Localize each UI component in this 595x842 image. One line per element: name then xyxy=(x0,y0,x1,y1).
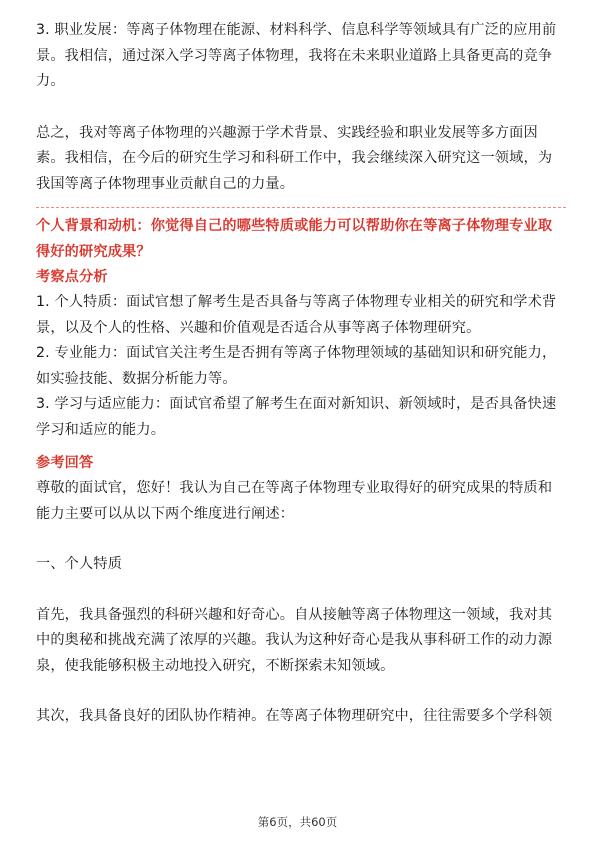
text-line: 景，以及个人的性格、兴趣和价值观是否适合从事等离子体物理研究。 xyxy=(36,319,481,336)
text-line: 学习和适应的能力。 xyxy=(36,421,166,438)
section-divider xyxy=(36,207,566,208)
text-line: 3. 职业发展：等离子体物理在能源、材料科学、信息科学等领域具有广泛的应用前 xyxy=(36,22,557,38)
text-line: 总之，我对等离子体物理的兴趣源于学术背景、实践经验和职业发展等多方面因 xyxy=(36,124,538,141)
text-line: 泉，使我能够积极主动地投入研究，不断探索未知领域。 xyxy=(36,657,395,674)
answer-second-paragraph xyxy=(36,704,566,730)
analysis-list xyxy=(36,290,566,443)
career-development-paragraph xyxy=(36,18,566,95)
text-line: 首先，我具备强烈的科研兴趣和好奇心。自从接触等离子体物理这一领域，我对其 xyxy=(36,606,553,623)
page-number: 第6页，共60页 xyxy=(257,815,338,829)
text-line: 其次，我具备良好的团队协作精神。在等离子体物理研究中，往往需要多个学科领 xyxy=(36,708,553,724)
answer-heading: 参考回答 xyxy=(36,455,94,471)
text-line: 如实验技能、数据分析能力等。 xyxy=(36,370,237,387)
text-line: 景。我相信，通过深入学习等离子体物理，我将在未来职业道路上具备更高的竞争 xyxy=(36,47,553,64)
summary-paragraph xyxy=(36,121,566,198)
answer-section-title: 一、个人特质 xyxy=(36,556,123,572)
text-line: 尊敬的面试官，您好！我认为自己在等离子体物理专业取得好的研究成果的特质和 xyxy=(36,480,553,496)
text-line: 中的奥秘和挑战充满了浓厚的兴趣。我认为这种好奇心是我从事科研工作的动力源 xyxy=(36,632,553,648)
text-line: 素。我相信，在今后的研究生学习和科研工作中，我会继续深入研究这一领域，为 xyxy=(36,150,553,166)
text-line: 1. 个人特质：面试官想了解考生是否具备与等离子体物理专业相关的研究和学术背 xyxy=(36,294,557,310)
text-line: 能力主要可以从以下两个维度进行阐述： xyxy=(36,505,295,522)
text-line: 3. 学习与适应能力：面试官希望了解考生在面对新知识、新领域时，是否具备快速 xyxy=(36,396,557,412)
question-line: 个人背景和动机：你觉得自己的哪些特质或能力可以帮助你在等离子体物理专业取 xyxy=(36,218,553,234)
answer-first-paragraph xyxy=(36,603,566,680)
analysis-heading: 考察点分析 xyxy=(36,269,108,285)
text-line: 2. 专业能力：面试官关注考生是否拥有等离子体物理领域的基础知识和研究能力， xyxy=(36,345,557,361)
page-content xyxy=(36,18,566,730)
text-line: 我国等离子体物理事业贡献自己的力量。 xyxy=(36,175,295,192)
question-line: 得好的研究成果？ xyxy=(36,243,151,260)
answer-opening xyxy=(36,476,566,527)
text-line: 力。 xyxy=(36,73,65,89)
interview-question xyxy=(36,214,566,265)
